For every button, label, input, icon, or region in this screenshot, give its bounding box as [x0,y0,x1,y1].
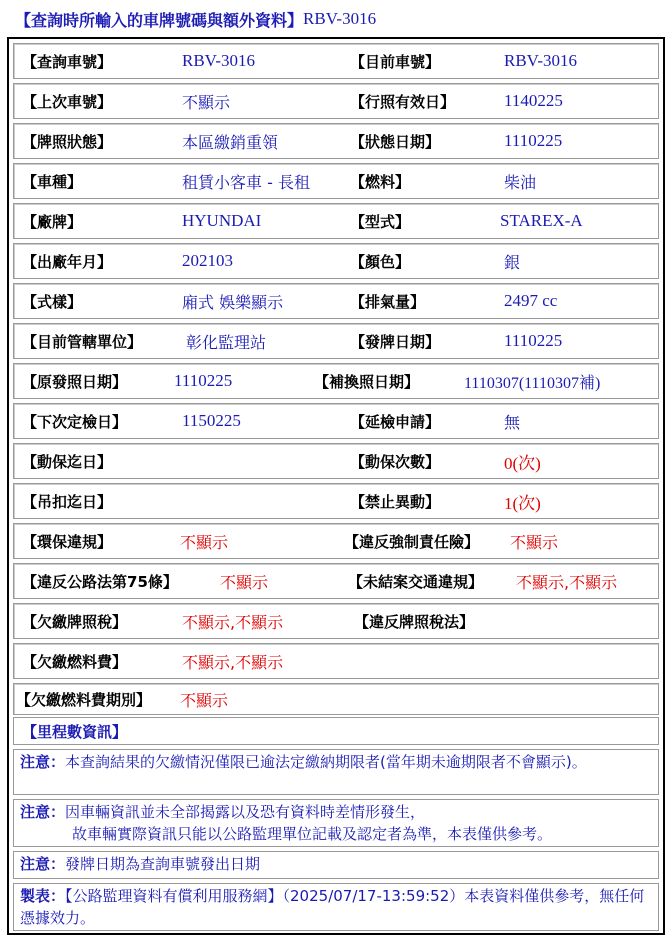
row-value: 不顯示 [182,92,231,112]
row-value: 廂式 娛樂顯示 [182,292,284,312]
vehicle-info-table [7,37,665,935]
note-text: 發牌日期為查詢車號發出日期 [65,855,261,873]
row-value: 不顯示,不顯示 [182,652,284,672]
row-label: 【牌照狀態】 [22,132,113,151]
row-label: 【違反牌照稅法】 [354,612,475,631]
row-value: 不顯示 [510,532,559,552]
table-row [13,123,659,159]
row-value: 不顯示 [220,572,269,592]
row-value: 1110225 [504,131,563,150]
table-row [13,323,659,359]
row-label: 【未結案交通違規】 [348,572,484,591]
table-row [13,363,659,399]
row-label: 【下次定檢日】 [22,412,128,431]
row-label: 【目前管轄單位】 [22,332,143,351]
row-label: 【出廠年月】 [22,252,113,271]
note-text: 本查詢結果的欠繳情況僅限已逾法定繳納期限者(當年期未逾期限者不會顯示)。 [65,753,587,771]
table-row [13,83,659,119]
row-label: 【環保違規】 [22,532,113,551]
table-row [13,483,659,519]
row-value: 1(次) [504,493,541,513]
table-row [13,43,659,79]
row-label: 【欠繳燃料費】 [22,652,128,671]
table-row [13,283,659,319]
footer-prefix: 製表： [20,887,66,905]
row-value: 不顯示,不顯示 [182,612,284,632]
fuel-period-label: 【欠繳燃料費期別】 [16,690,152,709]
row-label: 【動保迄日】 [22,452,113,471]
row-value: RBV-3016 [504,51,578,70]
table-row [13,523,659,559]
row-label: 【目前車號】 [350,52,441,71]
row-label: 【動保次數】 [350,452,441,471]
row-value: 銀 [504,252,521,272]
row-value: 無 [504,412,521,432]
row-label: 【排氣量】 [350,292,426,311]
note-prefix: 注意： [20,753,66,771]
note-prefix: 注意： [20,855,66,873]
table-row [13,603,659,639]
row-label: 【車種】 [22,172,83,191]
row-value: HYUNDAI [182,211,262,230]
row-label: 【禁止異動】 [350,492,441,511]
row-value: 202103 [182,251,233,270]
row-value: 1140225 [504,91,563,110]
row-value: 彰化監理站 [186,332,267,352]
row-value: 2497 cc [504,291,558,310]
row-label: 【吊扣迄日】 [22,492,113,511]
row-value: 租賃小客車 - 長租 [182,172,310,192]
row-value: 1110225 [174,371,233,390]
note-text-line2: 故車輛實際資訊只能以公路監理單位記載及認定者為準，本表僅供參考。 [72,825,553,843]
mileage-section-header: 【里程數資訊】 [13,717,659,745]
table-row [13,203,659,239]
row-label: 【查詢車號】 [22,52,113,71]
row-label: 【欠繳牌照稅】 [22,612,128,631]
row-value: RBV-3016 [182,51,256,70]
row-label: 【補換照日期】 [314,372,420,391]
row-label: 【狀態日期】 [350,132,441,151]
title-text: 【查詢時所輸入的車牌號碼與額外資料】 [15,10,304,30]
row-value: 1110307(1110307補) [464,374,601,392]
table-row [13,243,659,279]
note-overdue [13,749,659,795]
table-row [13,643,659,679]
report-footer [13,883,659,931]
row-label: 【式樣】 [22,292,83,311]
note-prefix: 注意： [20,803,66,821]
fuel-period-value: 不顯示 [180,690,229,710]
row-value: 本區繳銷重領 [182,132,279,152]
note-text: 因車輛資訊並未全部揭露以及恐有資料時差情形發生， [65,803,426,821]
table-row [13,163,659,199]
vehicle-report-page [1,1,669,939]
page-title [1,1,669,37]
row-label: 【型式】 [350,212,411,231]
row-value: 柴油 [504,172,537,192]
row-value: 不顯示,不顯示 [516,572,618,592]
row-label: 【發牌日期】 [350,332,441,351]
note-plate-date [13,851,659,879]
table-row [13,403,659,439]
fuel-period-row [13,683,659,715]
row-value: 1110225 [504,331,563,350]
row-value: 0(次) [504,453,541,473]
row-label: 【原發照日期】 [22,372,128,391]
row-label: 【違反公路法第75條】 [22,572,178,591]
row-value: 不顯示 [180,532,229,552]
row-label: 【違反強制責任險】 [344,532,480,551]
row-label: 【廠牌】 [22,212,83,231]
table-row [13,563,659,599]
row-label: 【上次車號】 [22,92,113,111]
row-label: 【行照有效日】 [350,92,456,111]
row-value: STAREX-A [500,211,583,230]
row-label: 【燃料】 [350,172,411,191]
note-disclaimer [13,799,659,847]
row-label: 【延檢申請】 [350,412,441,431]
footer-text: 【公路監理資料有償利用服務網】（2025/07/17-13:59:52）本表資料僅供參考，無任何憑據效力。 [20,887,645,927]
table-row [13,443,659,479]
title-plate: RBV-3016 [303,9,377,28]
row-label: 【顏色】 [350,252,411,271]
row-value: 1150225 [182,411,241,430]
